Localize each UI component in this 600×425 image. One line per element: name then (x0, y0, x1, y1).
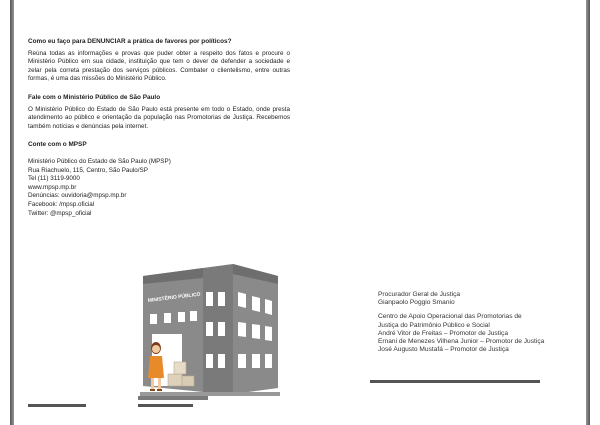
section-denunciar-title: Como eu faço para DENUNCIAR a prática de favores por políticos? (28, 38, 232, 45)
contact-facebook[interactable]: Facebook: /mpsp.oficial (28, 200, 95, 208)
contact-block (28, 158, 290, 218)
contact-twitter[interactable]: Twitter: @mpsp_oficial (28, 209, 92, 217)
procurador-name: Gianpaolo Poggio Smanio (378, 299, 455, 307)
building-base-rule (138, 396, 208, 400)
right-fold-edge (586, 0, 590, 425)
promotor-2: Ernani de Menezes Vilhena Junior – Promotor de Justiça (378, 338, 545, 346)
promotor-3: José Augusto Mustafá – Promotor de Justiça (378, 346, 509, 354)
section-conte-title: Conte com o MPSP (28, 141, 87, 149)
building-illustration (138, 262, 288, 410)
promotor-1: André Vitor de Freitas – Promotor de Justiça (378, 329, 508, 337)
centro-line-1: Centro de Apoio Operacional das Promotorias de (378, 313, 522, 321)
left-fold-edge (10, 0, 14, 425)
contact-phone: Tel (11) 3119-9000 (28, 175, 80, 183)
building-right-windows (238, 292, 272, 368)
left-column (28, 38, 290, 218)
bottom-rule-center (138, 404, 193, 407)
section-denunciar-body: Reúna todas as informações e provas que puder obter a respeito dos fatos e procure o Ministério Público em sua cidade, instituição que tem o dever de defender a sociedade e zelar pela correta prestação dos serviços públicos. Combater o clientelismo, entre outras formas, é uma das missões do Ministério Público. (28, 49, 290, 83)
section-fale-body: O Ministério Público do Estado de São Paulo está presente em todo o Estado, onde presta atendimento ao público e orientação da população nas Promotorias de Justiça. Recebemos também notícias e denúncias pela internet. (28, 105, 290, 130)
centro-line-2: Justiça do Patrimônio Público e Social (378, 321, 490, 329)
contact-email[interactable]: Denúncias: ouvidoria@mpsp.mp.br (28, 192, 127, 200)
building-sign: MINISTÉRIO PÚBLICO (147, 291, 201, 304)
bottom-rule-left (28, 404, 86, 407)
bottom-rule-right (370, 380, 540, 383)
contact-org: Ministério Público do Estado de São Paulo (MPSP) (28, 157, 171, 165)
contact-address: Rua Riachuelo, 115, Centro, São Paulo/SP (28, 166, 148, 174)
contact-website[interactable]: www.mpsp.mp.br (28, 183, 77, 191)
credits-block (378, 291, 578, 360)
procurador-role: Procurador Geral de Justiça (378, 291, 461, 298)
credits-procurador (378, 291, 578, 307)
credits-centro (378, 313, 578, 354)
section-fale-title: Fale com o Ministério Público de São Paulo (28, 93, 161, 101)
